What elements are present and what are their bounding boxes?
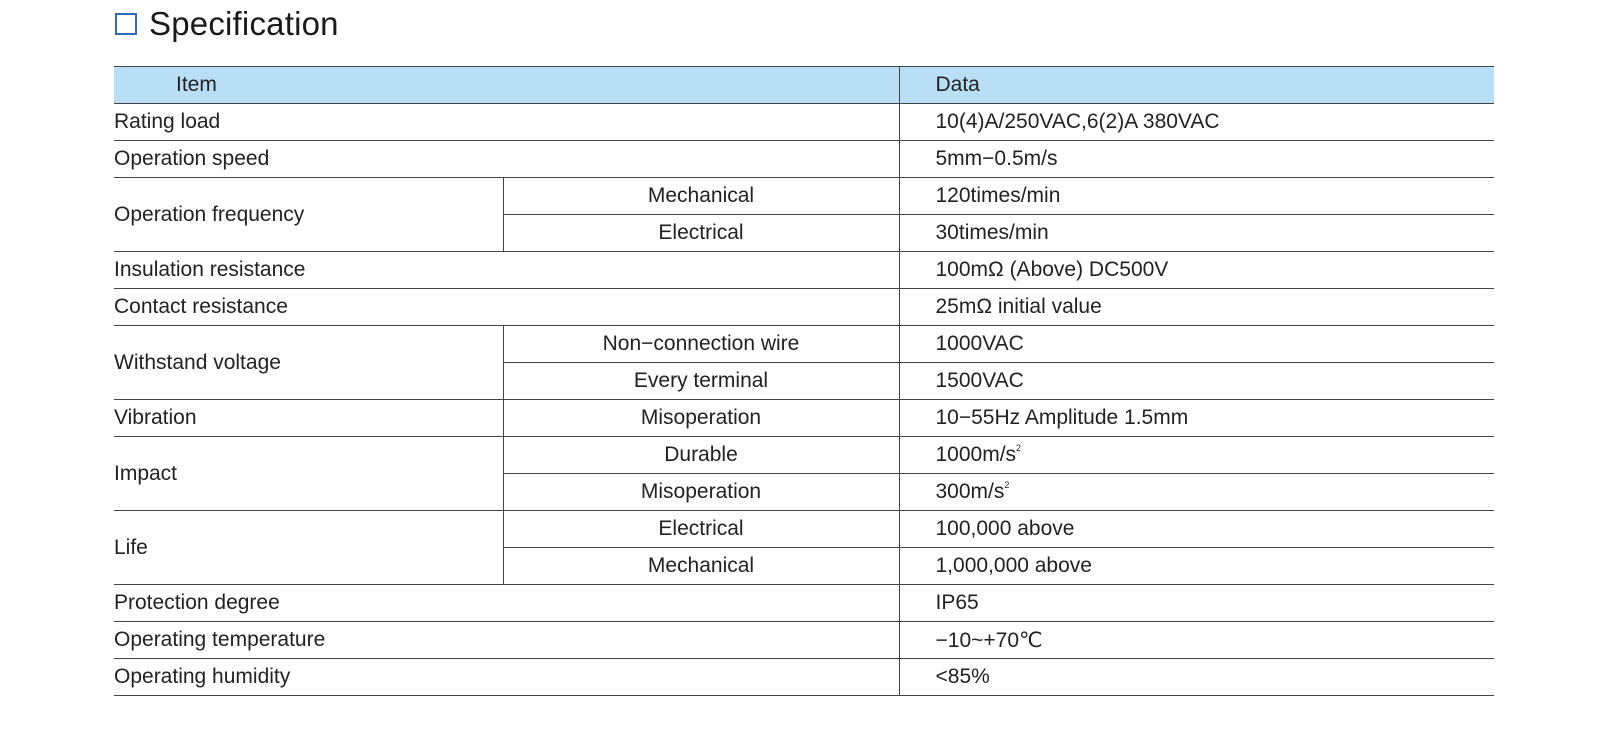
table-row	[114, 585, 1494, 622]
data-cell: 5mm−0.5m/s	[899, 141, 1494, 178]
table-row	[114, 659, 1494, 696]
header-item: Item	[114, 67, 899, 104]
table-row	[114, 252, 1494, 289]
sub-item-cell: Electrical	[503, 215, 899, 252]
data-cell: 1,000,000 above	[899, 548, 1494, 585]
table-row	[114, 141, 1494, 178]
sub-item-cell: Non−connection wire	[503, 326, 899, 363]
checkbox-square-icon	[115, 13, 137, 35]
table-row	[114, 178, 1494, 215]
sub-item-cell: Durable	[503, 437, 899, 474]
table-row	[114, 400, 1494, 437]
data-cell: IP65	[899, 585, 1494, 622]
item-cell: Operating humidity	[114, 659, 899, 696]
data-cell	[899, 474, 1494, 511]
data-cell: 1000VAC	[899, 326, 1494, 363]
sub-item-cell: Mechanical	[503, 548, 899, 585]
data-value: 1000m/s	[935, 443, 1017, 466]
sub-item-cell: Mechanical	[503, 178, 899, 215]
item-cell: Protection degree	[114, 585, 899, 622]
data-cell: <85%	[899, 659, 1494, 696]
sub-item-cell: Every terminal	[503, 363, 899, 400]
superscript: 2	[1016, 443, 1022, 453]
data-cell: 100,000 above	[899, 511, 1494, 548]
item-cell: Life	[114, 511, 503, 585]
data-cell: 10−55Hz Amplitude 1.5mm	[899, 400, 1494, 437]
data-cell: 100mΩ (Above) DC500V	[899, 252, 1494, 289]
header-data: Data	[899, 67, 1494, 104]
table-row	[114, 289, 1494, 326]
section-title: Specification	[149, 5, 339, 42]
superscript: 2	[1004, 480, 1010, 490]
specification-table	[114, 66, 1494, 696]
item-cell: Operation frequency	[114, 178, 503, 252]
table-row	[114, 437, 1494, 474]
table-row	[114, 622, 1494, 659]
data-cell	[899, 437, 1494, 474]
table-row	[114, 326, 1494, 363]
table-row	[114, 511, 1494, 548]
data-cell: 30times/min	[899, 215, 1494, 252]
data-cell: 25mΩ initial value	[899, 289, 1494, 326]
table-header-row	[114, 67, 1494, 104]
section-heading	[115, 4, 339, 44]
item-cell: Operating temperature	[114, 622, 899, 659]
item-cell: Contact resistance	[114, 289, 899, 326]
item-cell: Operation speed	[114, 141, 899, 178]
sub-item-cell: Misoperation	[503, 400, 899, 437]
data-cell: 10(4)A/250VAC,6(2)A 380VAC	[899, 104, 1494, 141]
data-cell: 120times/min	[899, 178, 1494, 215]
table-row	[114, 104, 1494, 141]
data-cell: 1500VAC	[899, 363, 1494, 400]
item-cell: Vibration	[114, 400, 503, 437]
data-cell: −10~+70℃	[899, 622, 1494, 659]
item-cell: Withstand voltage	[114, 326, 503, 400]
item-cell: Impact	[114, 437, 503, 511]
data-value: 300m/s	[935, 480, 1005, 503]
item-cell: Rating load	[114, 104, 899, 141]
sub-item-cell: Misoperation	[503, 474, 899, 511]
item-cell: Insulation resistance	[114, 252, 899, 289]
sub-item-cell: Electrical	[503, 511, 899, 548]
